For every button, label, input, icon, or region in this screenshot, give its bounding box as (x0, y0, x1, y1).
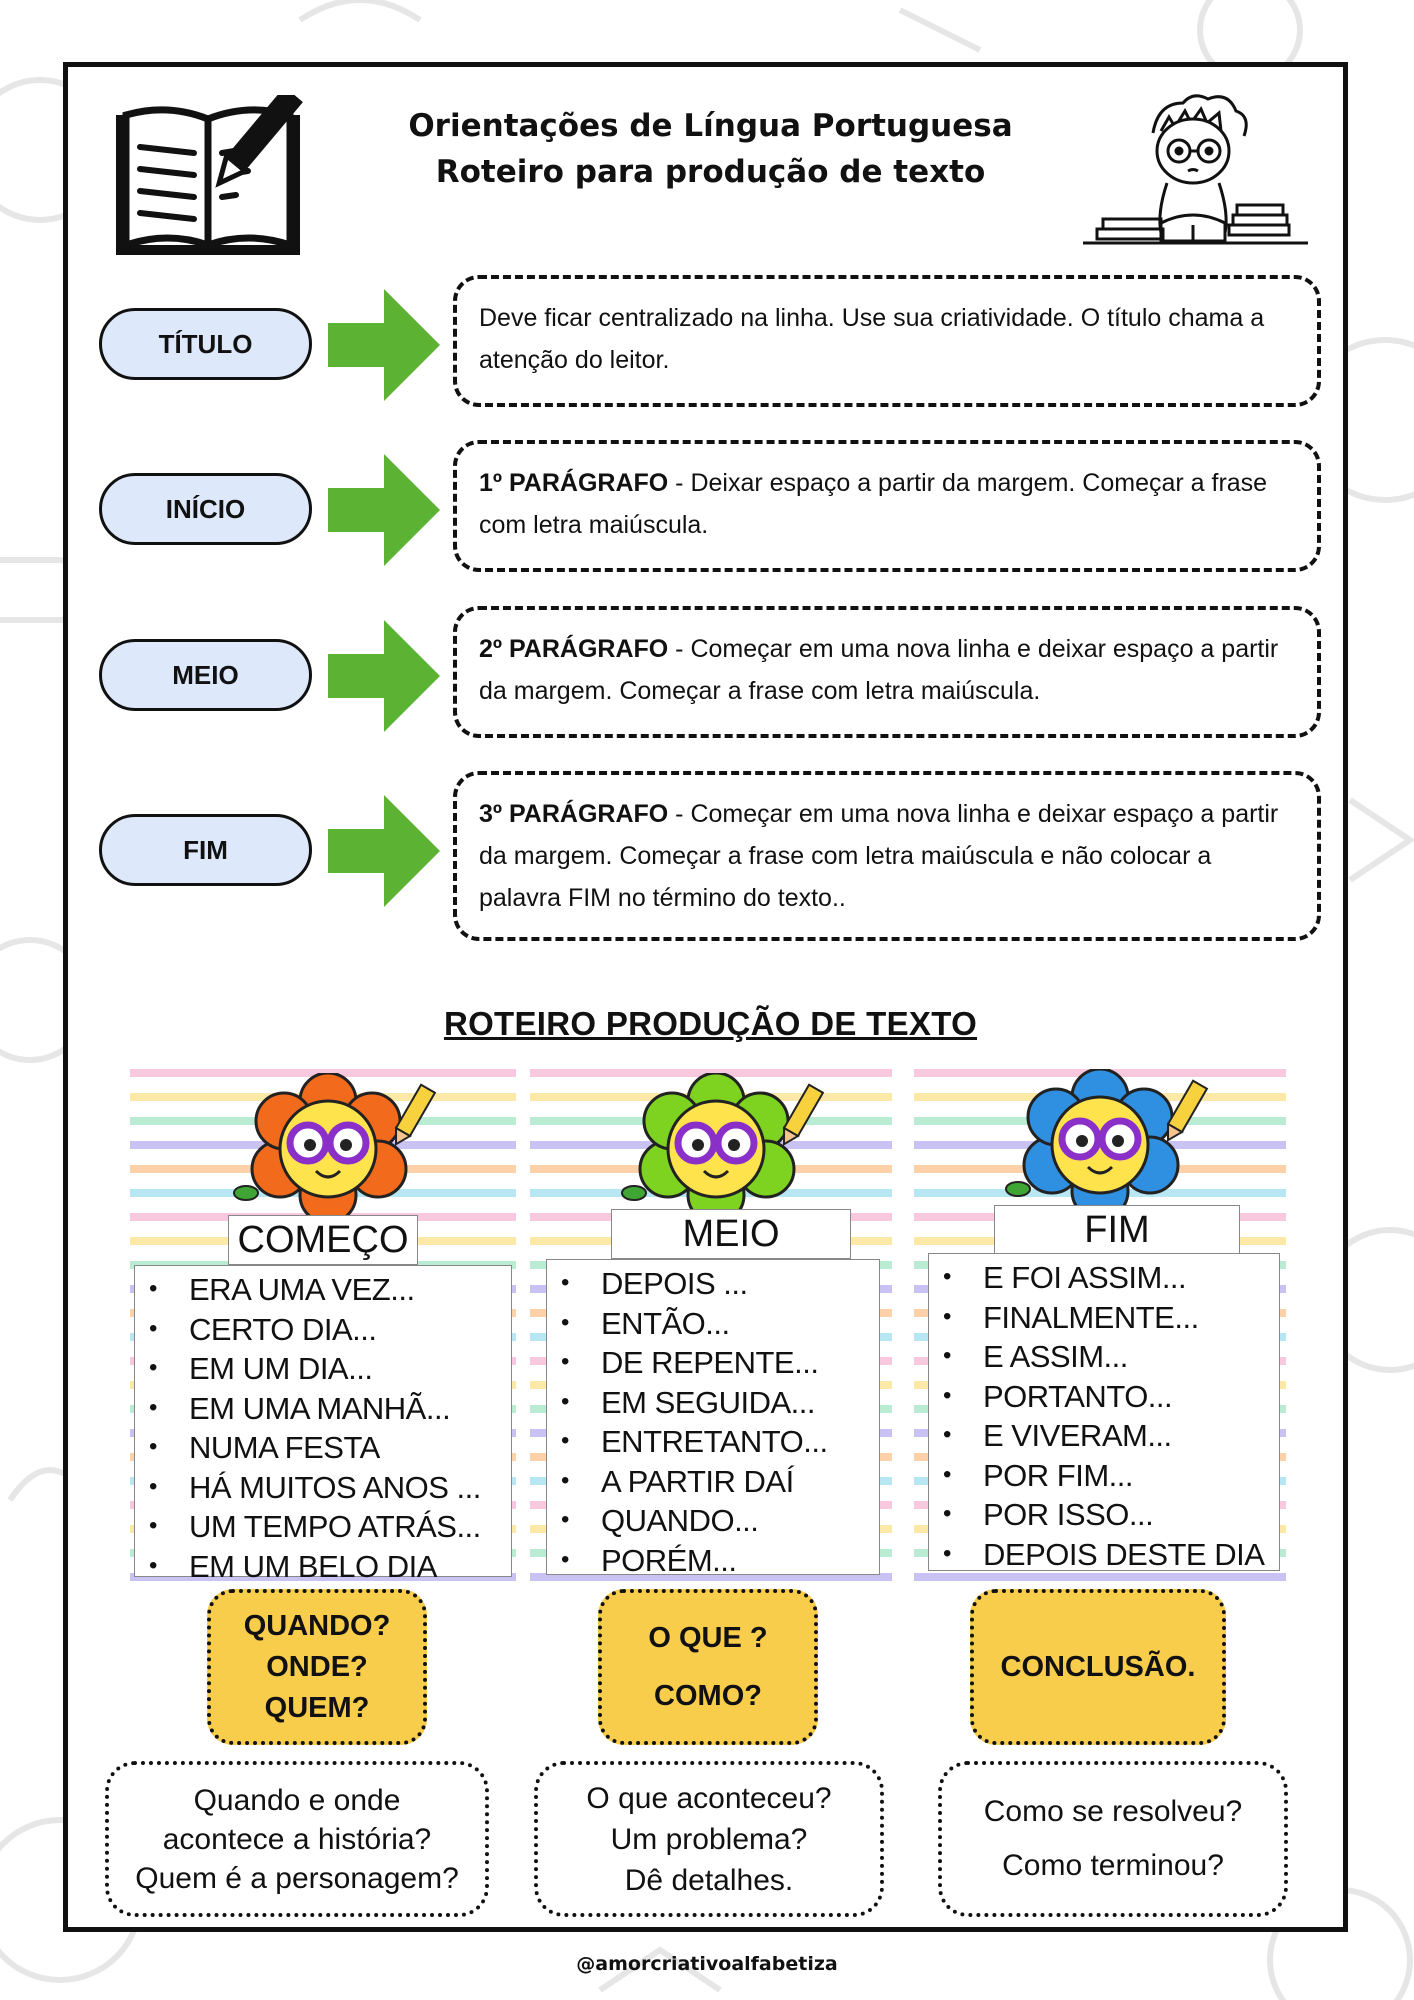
question-box-comeco (105, 1761, 489, 1917)
list-item: • EM UM BELO DIA (149, 1547, 511, 1587)
list-item: • A PARTIR DAÍ (561, 1462, 879, 1502)
list-item: • DE REPENTE... (561, 1343, 879, 1383)
keyword-line: CONCLUSÃO. (1000, 1650, 1196, 1683)
step-bold: 1º PARÁGRAFO (479, 469, 669, 497)
question-line: Como terminou? (1002, 1849, 1224, 1882)
step-bold: 3º PARÁGRAFO (479, 800, 669, 828)
list-item: • UM TEMPO ATRÁS... (149, 1507, 511, 1547)
question-line: Como se resolveu? (983, 1795, 1243, 1828)
column-label-meio: MEIO (611, 1209, 851, 1259)
question-line: Um problema? (610, 1822, 808, 1856)
column-list-comeco (134, 1265, 512, 1584)
list-item: • PORTANTO... (943, 1377, 1279, 1417)
list-item: • EM UM DIA... (149, 1349, 511, 1389)
list-item: • ERA UMA VEZ... (149, 1270, 511, 1310)
list-item: • PORÉM... (561, 1541, 879, 1581)
step-pill-meio: MEIO (99, 639, 312, 711)
section-title: ROTEIRO PRODUÇÃO DE TEXTO (443, 1005, 978, 1042)
list-item: • E ASSIM... (943, 1337, 1279, 1377)
worksheet-frame (63, 62, 1348, 1932)
footer-handle: @amorcriativoalfabetiza (576, 1953, 838, 1975)
step-text: Deve ficar centralizado na linha. Use sua criatividade. O título chama a atenção do leitor. (479, 304, 1265, 374)
keyword-box-meio (598, 1589, 818, 1745)
list-item: • ENTÃO... (561, 1304, 879, 1344)
list-item: • E VIVERAM... (943, 1416, 1279, 1456)
column-label-fim: FIM (994, 1205, 1240, 1255)
reading-student-illustration (1083, 93, 1313, 253)
list-item: • DEPOIS DESTE DIA (943, 1535, 1279, 1575)
list-item: • E FOI ASSIM... (943, 1258, 1279, 1298)
question-line: Quem é a personagem? (135, 1861, 459, 1895)
list-item: • NUMA FESTA (149, 1428, 511, 1468)
list-item: • DEPOIS ... (561, 1264, 879, 1304)
step-description-meio (453, 606, 1321, 738)
keyword-line: O QUE ? (648, 1622, 768, 1654)
arrow-right-icon (328, 795, 440, 907)
keyword-line: ONDE? (266, 1650, 368, 1683)
list-item: • ENTRETANTO... (561, 1422, 879, 1462)
keyword-line: COMO? (654, 1680, 762, 1712)
question-line: Dê detalhes. (624, 1863, 794, 1897)
column-list-fim (928, 1253, 1280, 1571)
orange-flower-mascot-icon (228, 1073, 438, 1233)
list-item: • POR ISSO... (943, 1495, 1279, 1535)
list-item: • EM UMA MANHÃ... (149, 1389, 511, 1429)
keyword-line: QUANDO? (243, 1609, 391, 1642)
step-pill-inicio: INÍCIO (99, 473, 312, 545)
step-description-fim (453, 771, 1321, 941)
column-label-comeco: COMEÇO (228, 1215, 418, 1265)
keyword-box-comeco (207, 1589, 427, 1745)
step-text: - Começar em uma nova linha e deixar espaço a partir da margem. Começar a frase com letra maiúscula e não colocar a palavra FIM no término do texto.. (479, 800, 1279, 912)
step-pill-fim: FIM (99, 814, 312, 886)
question-box-meio (534, 1761, 884, 1917)
step-text: - Começar em uma nova linha e deixar espaço a partir da margem. Começar a frase com letra maiúscula. (479, 635, 1279, 705)
list-item: • CERTO DIA... (149, 1310, 511, 1350)
step-description-titulo (453, 275, 1321, 407)
page-subtitle: Roteiro para produção de texto (435, 154, 986, 190)
question-line: Quando e onde (193, 1783, 401, 1817)
arrow-right-icon (328, 289, 440, 401)
page-title: Orientações de Língua Portuguesa (408, 108, 1013, 144)
list-item: • HÁ MUITOS ANOS ... (149, 1468, 511, 1508)
step-pill-titulo: TÍTULO (99, 308, 312, 380)
step-description-inicio (453, 440, 1321, 572)
arrow-right-icon (328, 454, 440, 566)
list-item: • POR FIM... (943, 1456, 1279, 1496)
list-item: • FINALMENTE... (943, 1298, 1279, 1338)
arrow-right-icon (328, 620, 440, 732)
step-text: - Deixar espaço a partir da margem. Começar a frase com letra maiúscula. (479, 469, 1268, 539)
keyword-box-fim (970, 1589, 1226, 1745)
question-box-fim (938, 1761, 1288, 1917)
question-line: acontece a história? (162, 1822, 432, 1856)
list-item: • EM SEGUIDA... (561, 1383, 879, 1423)
keyword-line: QUEM? (264, 1691, 370, 1724)
column-list-meio (546, 1259, 880, 1578)
step-bold: 2º PARÁGRAFO (479, 635, 669, 663)
list-item: • QUANDO... (561, 1501, 879, 1541)
question-line: O que aconteceu? (586, 1781, 832, 1815)
